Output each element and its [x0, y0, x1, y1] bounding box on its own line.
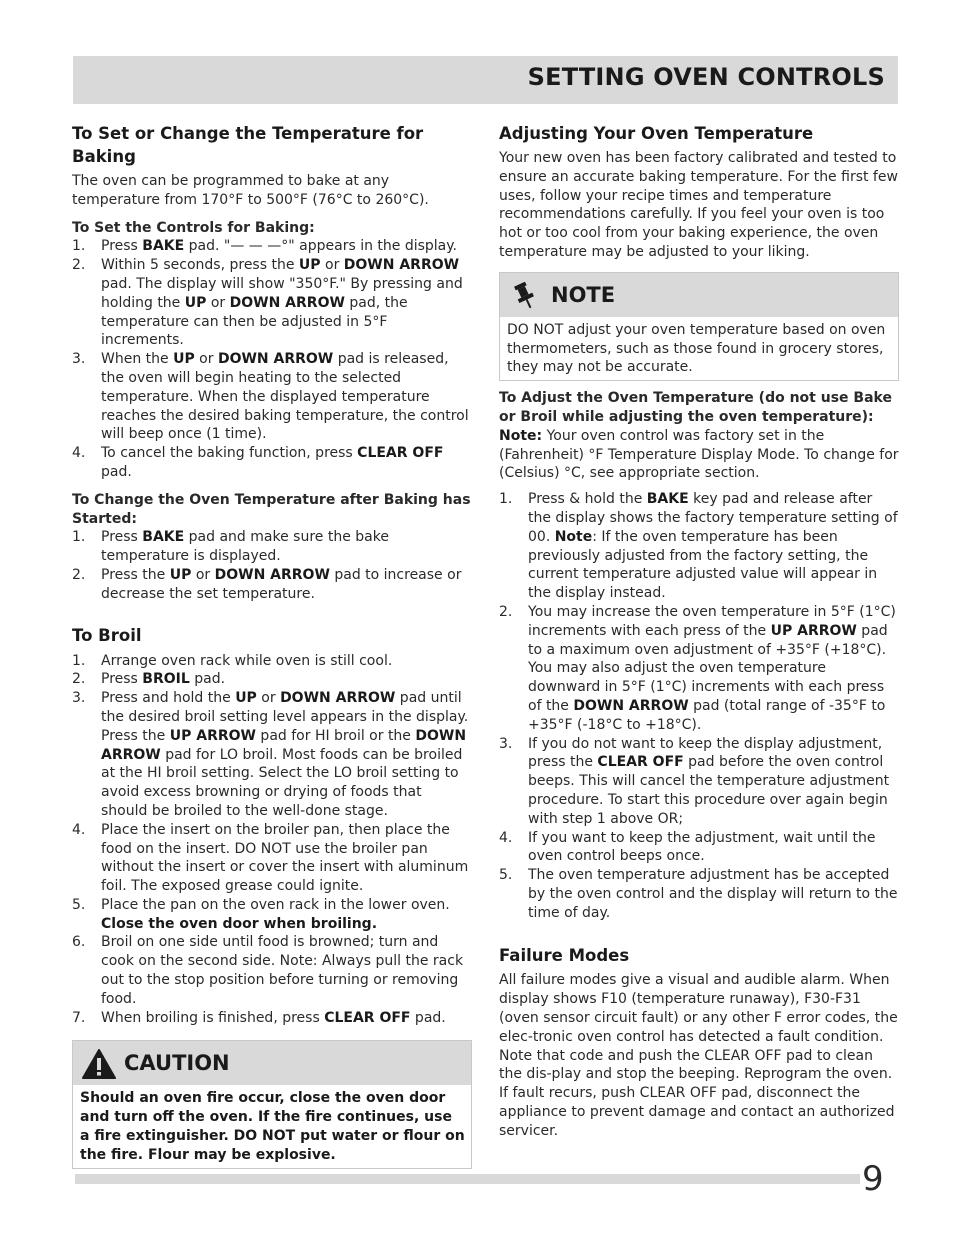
- list-item-number: 5.: [72, 896, 86, 913]
- change-temp-heading: To Change the Oven Temperature after Baking has Started:: [72, 491, 471, 527]
- list-item-text: When the: [101, 351, 174, 368]
- header-bar: [73, 56, 898, 104]
- list-item-text: : If the oven temperature has been previously adjusted from the factory setting, the current temperature adjusted value will appear in the display instead.: [528, 528, 878, 602]
- bold-text: CLEAR OFF: [357, 445, 444, 462]
- bold-text: CLEAR OFF: [324, 1009, 411, 1026]
- list-item-number: 1.: [72, 238, 86, 255]
- bold-text: UP: [173, 351, 195, 368]
- list-item-text: Broil on one side until food is browned; turn and cook on the second side. Note: Always pull the rack out to the stop position before turning or removing food.: [101, 934, 464, 1007]
- list-item-text: If you do not want to keep the display adjustment, press the: [528, 735, 883, 771]
- bold-text: UP: [184, 294, 207, 311]
- list-item-text: pad until the desired broil setting level appears in the display. Press the: [101, 690, 469, 744]
- list-item-number: 7.: [72, 1009, 86, 1026]
- footer-bar: [75, 1174, 860, 1184]
- list-item-text: or: [194, 351, 218, 368]
- left-column: [72, 122, 472, 1169]
- list-item: [72, 256, 472, 350]
- list-item-text: When broiling is finished, press: [101, 1009, 325, 1026]
- list-item-text: pad to increase or decrease the set temperature.: [101, 566, 462, 602]
- list-item: [72, 444, 472, 482]
- list-item-number: 3.: [72, 351, 86, 368]
- broil-list: [72, 652, 472, 1028]
- bake-intro: The oven can be programmed to bake at any temperature from 170°F to 500°F (76°C to 260°C).: [72, 173, 429, 208]
- note-label: NOTE: [551, 282, 616, 307]
- list-item-text: pad for LO broil. Most foods can be broiled at the HI broil setting. Select the LO broil setting to avoid excess browning or drying of foods that should be broiled to the well-done stage.: [101, 746, 463, 819]
- list-item-number: 1.: [499, 491, 513, 508]
- list-item-number: 3.: [72, 690, 86, 707]
- list-item-text: If you want to keep the adjustment, wait until the oven control beeps once.: [528, 829, 876, 865]
- failure-heading: Failure Modes: [499, 946, 630, 966]
- list-item: [72, 689, 472, 821]
- list-item-number: 2.: [72, 257, 86, 274]
- bold-text: UP: [298, 257, 321, 274]
- failure-text: All failure modes give a visual and audible alarm. When display shows F10 (temperature runaway), F30-F31 (oven sensor circuit fault) or any other F error codes, the elec-tronic oven control has detected a fault condition. Note that code and push the CLEAR OFF pad to clean the dis-play and stop the beeping. Reprogram the oven. If fault recurs, push CLEAR OFF pad, disconnect the appliance to prevent damage and contact an authorized servicer.: [499, 972, 898, 1139]
- list-item: [72, 670, 472, 689]
- caution-box: [72, 1040, 472, 1168]
- bold-text: DOWN ARROW: [217, 351, 334, 368]
- list-item-text: To cancel the baking function, press: [101, 445, 358, 462]
- list-item: [72, 350, 472, 444]
- list-item-text: The oven temperature adjustment has be accepted by the oven control and the display will return to the time of day.: [528, 867, 898, 921]
- list-item-text: or: [206, 294, 230, 311]
- caution-label: CAUTION: [124, 1051, 230, 1076]
- list-item-text: Press the: [101, 566, 170, 583]
- list-item-text: or: [191, 566, 215, 583]
- list-item: [72, 821, 472, 896]
- list-item-text: pad. "— — —°" appears in the display.: [184, 238, 457, 255]
- list-item: [499, 735, 899, 829]
- list-item-number: 1.: [72, 529, 86, 546]
- adjust-note-rest: Your oven control was factory set in the (Fahrenheit) °F Temperature Display Mode. To change for (Celsius) °C, see appropriate section.: [499, 427, 899, 482]
- broil-heading: To Broil: [72, 625, 142, 645]
- bold-text: BAKE: [646, 491, 689, 508]
- list-item-text: Press and hold the: [101, 690, 236, 707]
- page-number: 9: [862, 1159, 884, 1199]
- note-header: [500, 273, 898, 317]
- list-item-text: pad.: [410, 1009, 446, 1026]
- list-item-text: You may increase the oven temperature in 5°F (1°C) increments with each press of the: [528, 603, 896, 639]
- list-item: [72, 933, 472, 1008]
- pushpin-icon: [513, 282, 537, 310]
- list-item-number: 5.: [499, 867, 513, 884]
- list-item-text: pad and make sure the bake temperature is displayed.: [101, 529, 389, 565]
- change-temp-list: [72, 528, 472, 603]
- list-item-text: Press: [101, 529, 143, 546]
- list-item: [72, 528, 472, 566]
- set-controls-heading: To Set the Controls for Baking:: [72, 219, 315, 236]
- list-item: [72, 896, 472, 934]
- list-item-number: 4.: [499, 829, 513, 846]
- list-item-text: Arrange oven rack while oven is still cool.: [101, 652, 393, 669]
- list-item-text: pad is released, the oven will begin heating to the selected temperature. When the displayed temperature reaches the desired baking temperature, the control will beep once (1 time).: [101, 351, 469, 443]
- list-item: [72, 566, 472, 604]
- bold-text: DOWN ARROW: [573, 697, 689, 714]
- list-item-text: pad.: [101, 463, 132, 480]
- adjust-subheading: To Adjust the Oven Temperature (do not use Bake or Broil while adjusting the oven temperature):: [499, 390, 892, 425]
- bold-text: DOWN ARROW: [343, 257, 460, 274]
- list-item-text: pad. The display will show "350°F." By pressing and holding the: [101, 275, 463, 311]
- bold-text: BAKE: [142, 529, 185, 546]
- bold-text: Close the oven door when broiling.: [101, 915, 378, 932]
- bold-text: DOWN ARROW: [229, 294, 345, 311]
- list-item: [499, 603, 899, 735]
- list-item: [72, 1009, 472, 1028]
- list-item-number: 6.: [72, 934, 86, 951]
- warning-icon: [82, 1049, 116, 1079]
- bold-text: BAKE: [142, 238, 185, 255]
- bake-heading: To Set or Change the Temperature for Baking: [72, 124, 424, 166]
- caution-text: Should an oven fire occur, close the oven door and turn off the oven. If the fire continues, use a fire extinguisher. DO NOT put water or flour on the fire. Flour may be explosive.: [80, 1090, 465, 1163]
- bold-text: UP: [169, 566, 192, 583]
- list-item: [72, 237, 472, 256]
- note-box: [499, 272, 899, 381]
- list-item-number: 4.: [72, 821, 86, 838]
- bold-text: DOWN ARROW: [101, 727, 467, 763]
- list-item-text: pad, the temperature can then be adjusted in 5°F increments.: [101, 294, 408, 349]
- list-item-text: Place the insert on the broiler pan, then place the food on the insert. DO NOT use the broiler pan without the insert or cover the insert with aluminum foil. The exposed grease could ignite.: [101, 821, 469, 895]
- list-item-text: Press & hold the: [528, 491, 647, 508]
- list-item: [72, 652, 472, 671]
- list-item-text: Press: [101, 671, 143, 688]
- bold-text: Note: [554, 528, 593, 545]
- caution-header: [73, 1041, 471, 1085]
- list-item: [499, 490, 899, 603]
- list-item-text: key pad and release after the display shows the factory temperature setting of 00.: [528, 491, 898, 545]
- bold-text: UP: [235, 690, 257, 707]
- list-item-number: 1.: [72, 652, 86, 669]
- adjust-note: [499, 427, 899, 483]
- list-item-text: Place the pan on the oven rack in the lower oven.: [101, 896, 450, 913]
- list-item-text: or: [320, 257, 344, 274]
- adjust-note-lead: Note:: [499, 427, 543, 444]
- list-item: [499, 829, 899, 867]
- list-item-text: pad before the oven control beeps. This will cancel the temperature adjustment procedure. To start this procedure over again begin with step 1 above OR;: [528, 754, 890, 827]
- list-item-text: Press: [101, 238, 143, 255]
- list-item-text: pad to a maximum oven adjustment of +35°F (+18°C). You may also adjust the oven temperature downward in 5°F (1°C) increments with each press of the: [528, 622, 888, 714]
- right-column: [499, 122, 899, 1141]
- adjust-heading: Adjusting Your Oven Temperature: [499, 124, 814, 143]
- adjust-list: [499, 490, 899, 922]
- list-item-number: 2.: [72, 671, 86, 688]
- list-item-number: 2.: [72, 566, 86, 583]
- note-text: DO NOT adjust your oven temperature based on oven thermometers, such as those found in grocery stores, they may not be accurate.: [507, 321, 886, 376]
- list-item-text: Within 5 seconds, press the: [101, 257, 299, 274]
- list-item-text: or: [256, 690, 281, 707]
- adjust-intro: Your new oven has been factory calibrated and tested to ensure an accurate baking temperature. For the first few uses, follow your recipe times and temperature recommendations carefully. If you feel your oven is too hot or too cool from your baking experience, the oven temperature may be adjusted to your liking.: [499, 150, 898, 260]
- list-item-text: pad (total range of -35°F to +35°F (-18°C to +18°C).: [528, 697, 886, 733]
- page-title: SETTING OVEN CONTROLS: [527, 63, 885, 91]
- bold-text: CLEAR OFF: [597, 754, 684, 771]
- bold-text: UP ARROW: [169, 727, 256, 744]
- list-item-number: 4.: [72, 445, 86, 462]
- list-item-number: 2.: [499, 603, 513, 620]
- bold-text: UP ARROW: [770, 622, 857, 639]
- list-item: [499, 866, 899, 922]
- bold-text: DOWN ARROW: [214, 566, 330, 583]
- set-controls-list: [72, 237, 472, 481]
- list-item-text: pad for HI broil or the: [255, 727, 416, 744]
- bold-text: BROIL: [142, 671, 190, 688]
- list-item-number: 3.: [499, 735, 513, 752]
- bold-text: DOWN ARROW: [280, 690, 396, 707]
- list-item-text: pad.: [189, 671, 226, 688]
